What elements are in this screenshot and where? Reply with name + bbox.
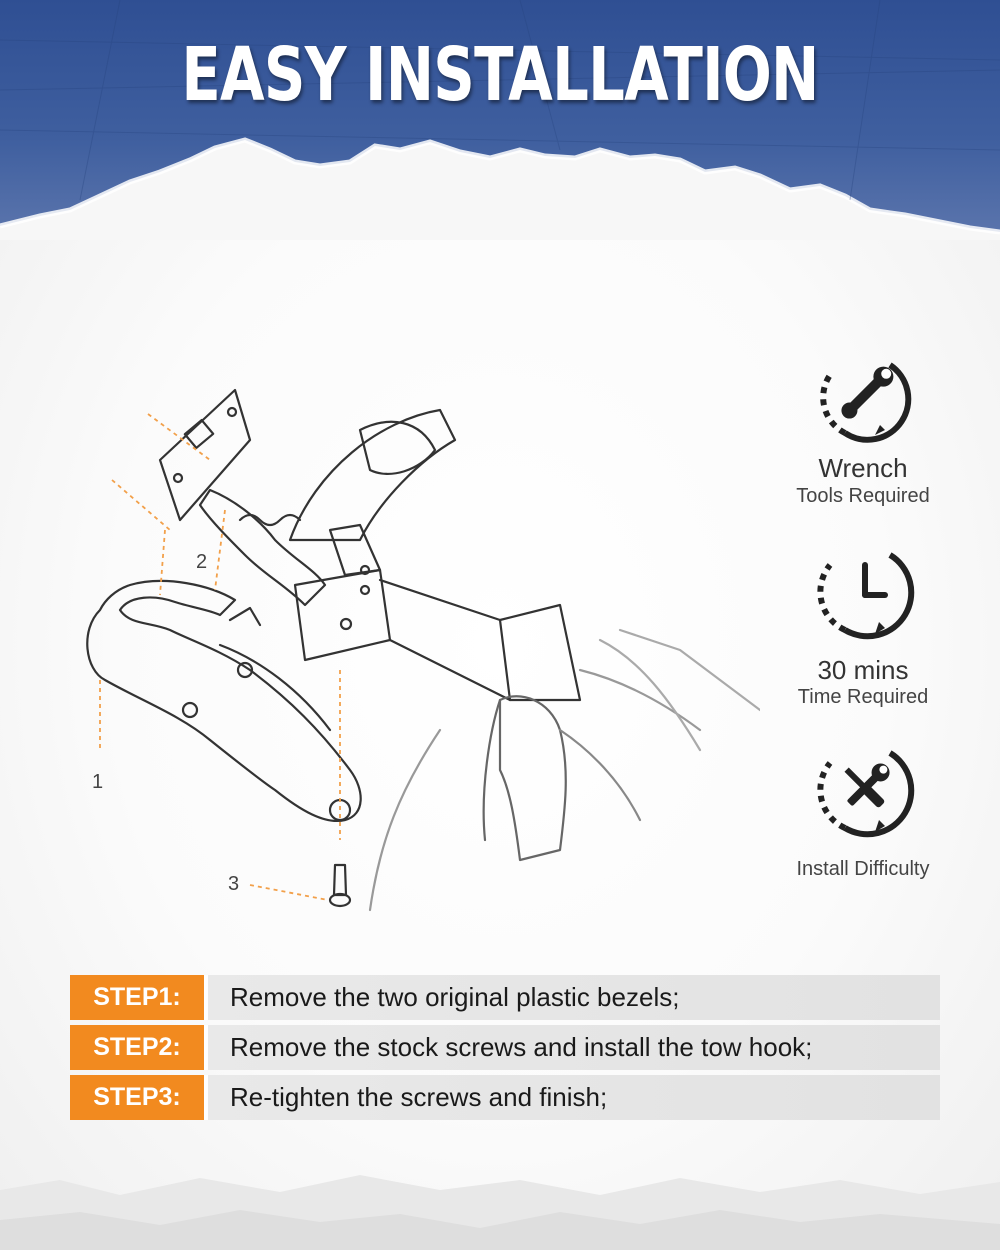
tools-required-value: Wrench	[818, 453, 908, 483]
step-row	[70, 1075, 940, 1120]
part-label: 3	[228, 873, 240, 895]
screw-part	[334, 865, 346, 895]
page-title: EASY INSTALLATION	[181, 32, 819, 118]
mounting-plate-part	[160, 390, 250, 520]
clock-icon	[805, 540, 925, 640]
step-text: Re-tighten the screws and finish;	[204, 1075, 940, 1120]
part-label: 1	[92, 771, 104, 793]
step-label: STEP2:	[70, 1025, 204, 1070]
tools-required-label: Tools Required	[796, 485, 930, 507]
step-row	[70, 1025, 940, 1070]
installation-diagram	[60, 370, 760, 950]
steps-list	[70, 975, 940, 1125]
tow-hook-part	[87, 581, 360, 821]
receiver-box-part	[295, 570, 390, 660]
step-text: Remove the stock screws and install the tow hook;	[204, 1025, 940, 1070]
step-text: Remove the two original plastic bezels;	[204, 975, 940, 1020]
bottom-paper-texture	[0, 1150, 1000, 1250]
upper-housing-part	[290, 410, 455, 540]
time-required-label: Time Required	[797, 686, 929, 708]
part-label: 2	[196, 551, 208, 573]
step-row	[70, 975, 940, 1020]
time-required-value: 30 mins	[817, 655, 909, 685]
step-label: STEP3:	[70, 1075, 204, 1120]
step-label: STEP1:	[70, 975, 204, 1020]
wrench-icon	[805, 345, 925, 445]
install-difficulty-label: Install Difficulty	[796, 858, 930, 880]
tools-icon	[805, 738, 925, 838]
